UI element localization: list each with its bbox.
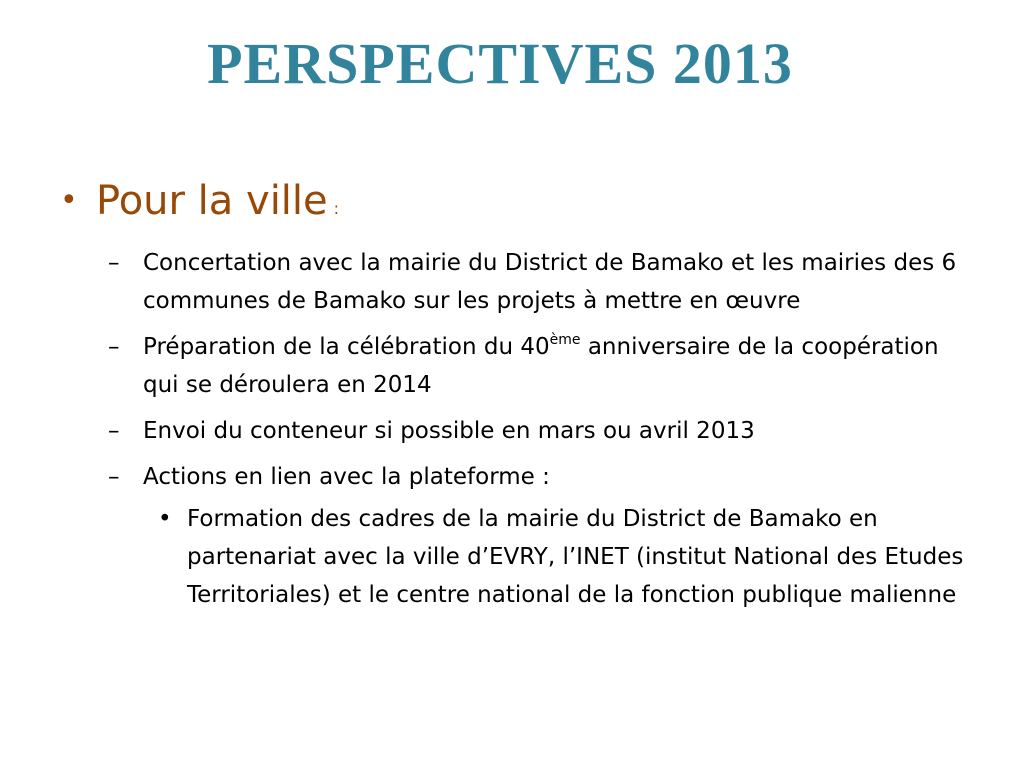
- list-item: [108, 328, 978, 404]
- dash-icon: –: [108, 334, 120, 360]
- list-item: [108, 458, 978, 496]
- ordinal-superscript: ème: [549, 332, 581, 348]
- dash-icon: –: [108, 464, 120, 490]
- list-item-text: Concertation avec la mairie du District de Bamako et les mairies des 6 communes de Bamako sur les projets à mettre en œuvre: [143, 250, 957, 314]
- bullet-list: [108, 244, 978, 614]
- list-item: [108, 412, 978, 450]
- nested-list-item: [108, 500, 978, 614]
- list-item: [108, 244, 978, 320]
- section-heading-text: Pour la ville: [96, 178, 328, 224]
- dash-icon: –: [108, 250, 120, 276]
- slide-title: PERSPECTIVES 2013: [207, 31, 793, 96]
- bullet-icon: •: [158, 506, 172, 532]
- nested-list-item-text: Formation des cadres de la mairie du District de Bamako en partenariat avec la ville d’EVRY, l’INET (institut National des Etudes Territoriales) et le centre national de la fonction publique malienne: [187, 506, 964, 608]
- list-item-text: Préparation de la célébration du 40: [143, 334, 550, 360]
- section-heading-colon: :: [333, 199, 340, 218]
- list-item-text-continued: anniversaire de la coopération qui se déroulera en 2014: [143, 334, 939, 398]
- list-item-text: Actions en lien avec la plateforme :: [143, 464, 550, 490]
- section-heading: [60, 172, 960, 238]
- dash-icon: –: [108, 418, 120, 444]
- bullet-icon: •: [60, 183, 78, 218]
- list-item-text: Envoi du conteneur si possible en mars ou avril 2013: [143, 418, 755, 444]
